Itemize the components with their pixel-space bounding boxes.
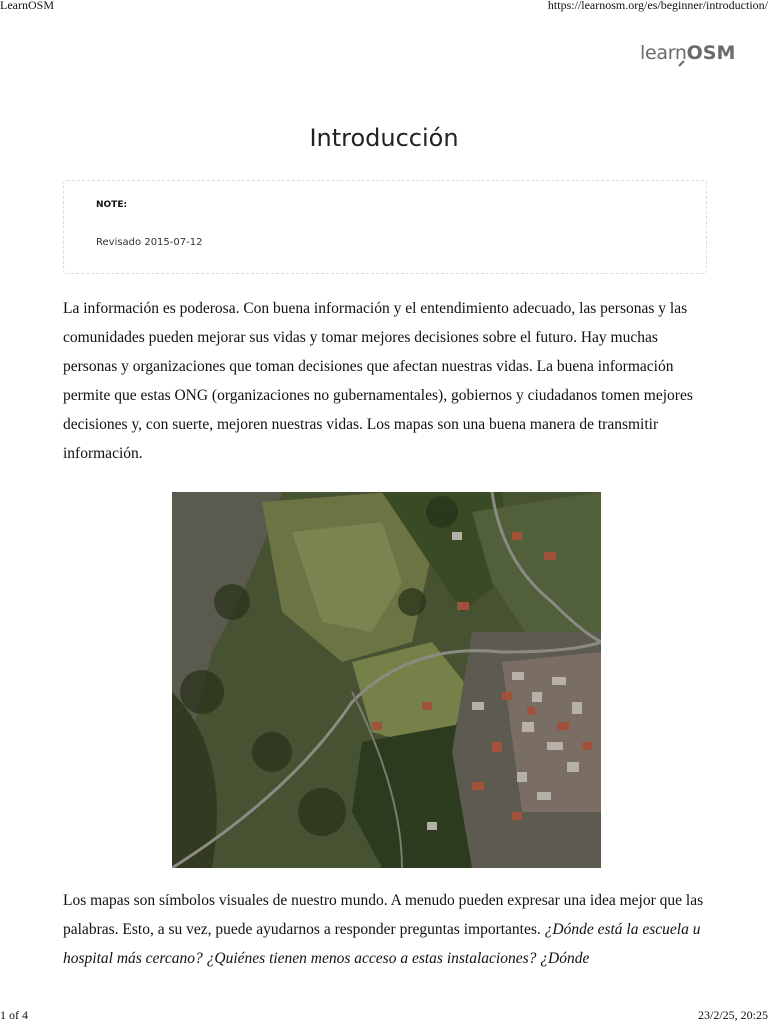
satellite-image [172,492,601,868]
logo-pin-icon [678,57,690,67]
print-header-url: https://learnosm.org/es/beginner/introduction/ [547,0,768,12]
note-label: NOTE: [96,200,128,210]
note-revision-text: Revisado 2015-07-12 [96,237,203,248]
maps-paragraph-text: Los mapas son símbolos visuales de nuestro mundo. A menudo pueden expresar una idea mejor que las palabras. Esto, a su vez, puede ayudarnos a responder preguntas importantes. [63,892,704,938]
print-footer-page: 1 of 4 [0,1008,28,1022]
logo-text-osm: OSM [686,42,736,64]
learnosm-logo[interactable] [640,42,735,64]
satellite-image-drawing [172,492,601,868]
print-header-title: LearnOSM [0,0,54,12]
intro-paragraph: La información es poderosa. Con buena información y el entendimiento adecuado, las personas y las comunidades pueden mejorar sus vidas y tomar mejores decisiones sobre el futuro. Hay muchas personas y organizaciones que toman decisiones que afectan nuestras vidas. La buena información permite que estas ONG (organizaciones no gubernamentales), gobiernos y ciudadanos tomen mejores decisiones y, con suerte, mejoren nuestras vidas. Los mapas son una buena manera de transmitir información. [63,300,693,462]
maps-paragraph-questions: ¿Dónde está la escuela u hospital más cercano? ¿Quiénes tienen menos acceso a estas instalaciones? ¿Dónde [63,921,701,967]
logo-text-learn: learn [640,42,687,64]
maps-paragraph [63,886,708,973]
print-footer-datetime: 23/2/25, 20:25 [697,1008,768,1022]
note-box [63,180,707,274]
page-title: Introducción [309,124,459,152]
